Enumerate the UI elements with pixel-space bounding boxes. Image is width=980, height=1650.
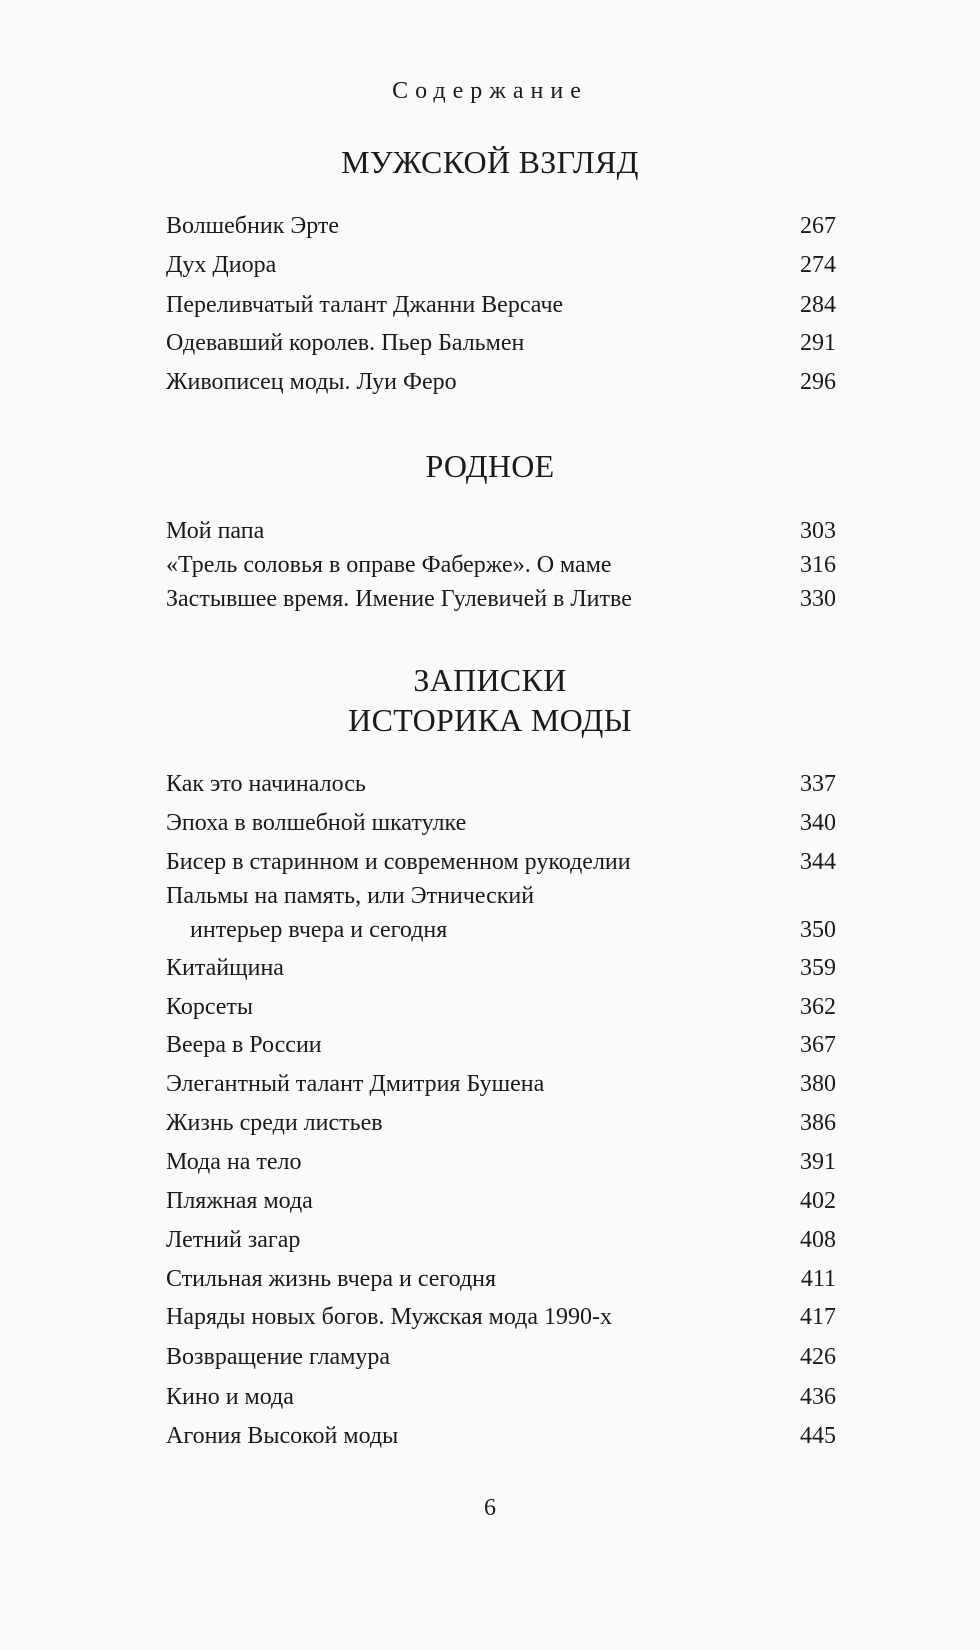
toc-entry-page: 436 [800,1384,836,1410]
toc-entry-title: «Трель соловья в оправе Фаберже». О маме [166,552,612,578]
toc-entry-title: Веера в России [166,1032,322,1058]
toc-entry-page: 303 [800,518,836,544]
toc-entry-page: 274 [800,252,836,278]
toc-entry-title: Бисер в старинном и современном рукоделии [166,849,631,875]
toc-entry-page: 402 [800,1188,836,1214]
toc-entry-title: Корсеты [166,994,254,1020]
toc-entry-page: 411 [800,1266,836,1292]
toc-entry-title: Китайщина [166,955,284,981]
toc-entry-title: Жизнь среди листьев [166,1110,383,1136]
toc-entry-title: Живописец моды. Луи Феро [166,369,457,395]
toc-entry-title: Кино и мода [166,1384,294,1410]
toc-entry-title: Пляжная мода [166,1188,313,1214]
toc-entry-page: 367 [800,1032,836,1058]
toc-entry-page: 337 [800,771,836,797]
toc-entry-page: 386 [800,1110,836,1136]
section-title-rodnoe [0,446,980,486]
toc-entry-page: 350 [800,917,836,943]
toc-entry-page: 445 [800,1423,836,1449]
toc-entry-page: 284 [800,292,836,318]
toc-entry-title: Застывшее время. Имение Гулевичей в Литве [166,586,632,612]
toc-entry-title: Переливчатый талант Джанни Версаче [166,292,564,318]
toc-entry-title: Летний загар [166,1227,301,1253]
toc-entry-page: 344 [800,849,836,875]
toc-entry-page: 362 [800,994,836,1020]
toc-entry-title: Элегантный талант Дмитрия Бушена [166,1071,545,1097]
toc-entry-title: Возвращение гламура [166,1344,391,1370]
toc-entry-page: 426 [800,1344,836,1370]
toc-entry-title-continuation: интерьер вчера и сегодня [190,917,448,943]
toc-entry-title: Пальмы на память, или Этнический [166,883,535,909]
toc-entry-title: Эпоха в волшебной шкатулке [166,810,467,836]
toc-entry-title: Агония Высокой моды [166,1423,399,1449]
section-title-zapiski-istorika-mody [0,660,980,740]
section-title-line: ИСТОРИКА МОДЫ [348,702,632,738]
page-number: 6 [484,1495,496,1521]
section-title-line: МУЖСКОЙ ВЗГЛЯД [341,144,639,180]
toc-entry-title: Как это начиналось [166,771,366,797]
toc-entry-title: Одевавший королев. Пьер Бальмен [166,330,525,356]
toc-entry-page: 316 [800,552,836,578]
section-title-line: ЗАПИСКИ [413,662,567,698]
toc-entry-page: 380 [800,1071,836,1097]
toc-entry-page: 296 [800,369,836,395]
toc-entry-title: Наряды новых богов. Мужская мода 1990-х [166,1304,613,1330]
toc-entry-page: 417 [800,1304,836,1330]
toc-entry-page: 391 [800,1149,836,1175]
toc-entry-title: Дух Диора [166,252,277,278]
section-title-muzhskoy-vzglyad [0,142,980,182]
toc-entry-page: 291 [800,330,836,356]
toc-entry-page: 267 [800,213,836,239]
toc-entry-page: 359 [800,955,836,981]
toc-entry-page: 340 [800,810,836,836]
toc-entry-title: Мода на тело [166,1149,302,1175]
toc-entry-title: Волшебник Эрте [166,213,340,239]
section-title-line: РОДНОЕ [425,448,555,484]
toc-entry-page: 330 [800,586,836,612]
running-head: Содержание [392,78,588,104]
toc-entry-title: Мой папа [166,518,265,544]
toc-entry-title: Стильная жизнь вчера и сегодня [166,1266,497,1292]
toc-entry-page: 408 [800,1227,836,1253]
